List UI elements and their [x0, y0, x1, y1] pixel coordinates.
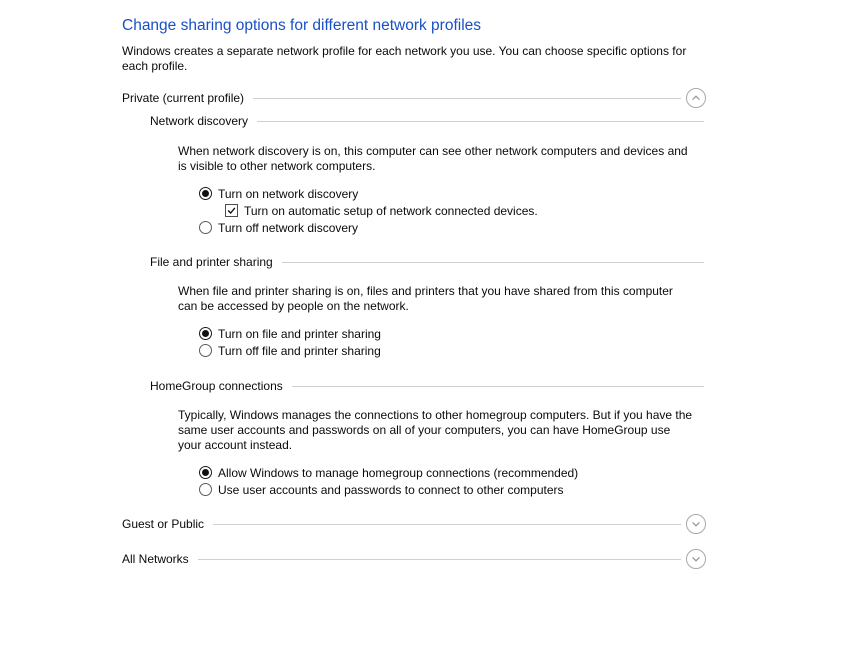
- section-label: File and printer sharing: [150, 255, 273, 269]
- section-description: Typically, Windows manages the connections to other homegroup computers. But if you have the same user accounts and passwords on all of your computers, you can have HomeGroup use your account instead.: [178, 408, 693, 452]
- option-label[interactable]: Allow Windows to manage homegroup connections (recommended): [218, 465, 579, 480]
- section-header-file-printer-sharing: [150, 254, 704, 270]
- radio-option-turn-on-network-discovery[interactable]: [199, 185, 706, 202]
- divider-line: [198, 559, 681, 560]
- section-header-homegroup-connections: [150, 378, 704, 394]
- divider-line: [257, 121, 704, 122]
- section-description: When file and printer sharing is on, files and printers that you have shared from this computer can be accessed by people on the network.: [178, 284, 673, 313]
- section-label: Network discovery: [150, 114, 249, 128]
- chevron-down-icon: [687, 549, 705, 569]
- radio-option-turn-off-file-printer-sharing[interactable]: [199, 342, 706, 359]
- section-label: HomeGroup connections: [150, 379, 283, 393]
- expand-guest-or-public-button[interactable]: [686, 514, 706, 534]
- checkmark-icon: [226, 204, 237, 217]
- radio-option-allow-windows-manage-homegroup[interactable]: [199, 464, 706, 481]
- option-label[interactable]: Turn off file and printer sharing: [218, 343, 381, 358]
- profile-label-all-networks: All Networks: [122, 552, 189, 566]
- checkbox[interactable]: [225, 204, 238, 217]
- radio-button[interactable]: [199, 483, 212, 496]
- checkbox-option-automatic-setup[interactable]: [225, 202, 706, 219]
- radio-button[interactable]: [199, 327, 212, 340]
- radio-option-turn-off-network-discovery[interactable]: [199, 219, 706, 236]
- chevron-up-icon: [687, 88, 705, 108]
- profile-label-private: Private (current profile): [122, 91, 245, 105]
- profile-header-all-networks: [122, 549, 706, 569]
- radio-option-use-user-accounts[interactable]: [199, 481, 706, 498]
- profile-header-private: [122, 88, 706, 108]
- collapse-private-button[interactable]: [686, 88, 706, 108]
- section-description: When network discovery is on, this computer can see other network computers and devices and is visible to other network computers.: [178, 144, 688, 173]
- section-header-network-discovery: [150, 113, 704, 129]
- option-label[interactable]: Turn off network discovery: [218, 220, 359, 235]
- radio-button[interactable]: [199, 466, 212, 479]
- chevron-down-icon: [687, 514, 705, 534]
- profile-label-guest-or-public: Guest or Public: [122, 517, 205, 531]
- divider-line: [253, 98, 681, 99]
- option-label[interactable]: Use user accounts and passwords to connect to other computers: [218, 482, 564, 497]
- radio-button[interactable]: [199, 187, 212, 200]
- profile-header-guest-or-public: [122, 514, 706, 534]
- radio-button[interactable]: [199, 221, 212, 234]
- radio-button[interactable]: [199, 344, 212, 357]
- sharing-options-page: [122, 0, 706, 569]
- expand-all-networks-button[interactable]: [686, 549, 706, 569]
- radio-option-turn-on-file-printer-sharing[interactable]: [199, 325, 706, 342]
- page-title: Change sharing options for different network profiles: [122, 17, 482, 34]
- divider-line: [282, 262, 704, 263]
- option-label[interactable]: Turn on automatic setup of network connected devices.: [244, 203, 538, 218]
- option-label[interactable]: Turn on file and printer sharing: [218, 326, 381, 341]
- divider-line: [213, 524, 681, 525]
- divider-line: [292, 386, 704, 387]
- page-description: Windows creates a separate network profile for each network you use. You can choose specific options for each profile.: [122, 44, 687, 73]
- option-label[interactable]: Turn on network discovery: [218, 186, 359, 201]
